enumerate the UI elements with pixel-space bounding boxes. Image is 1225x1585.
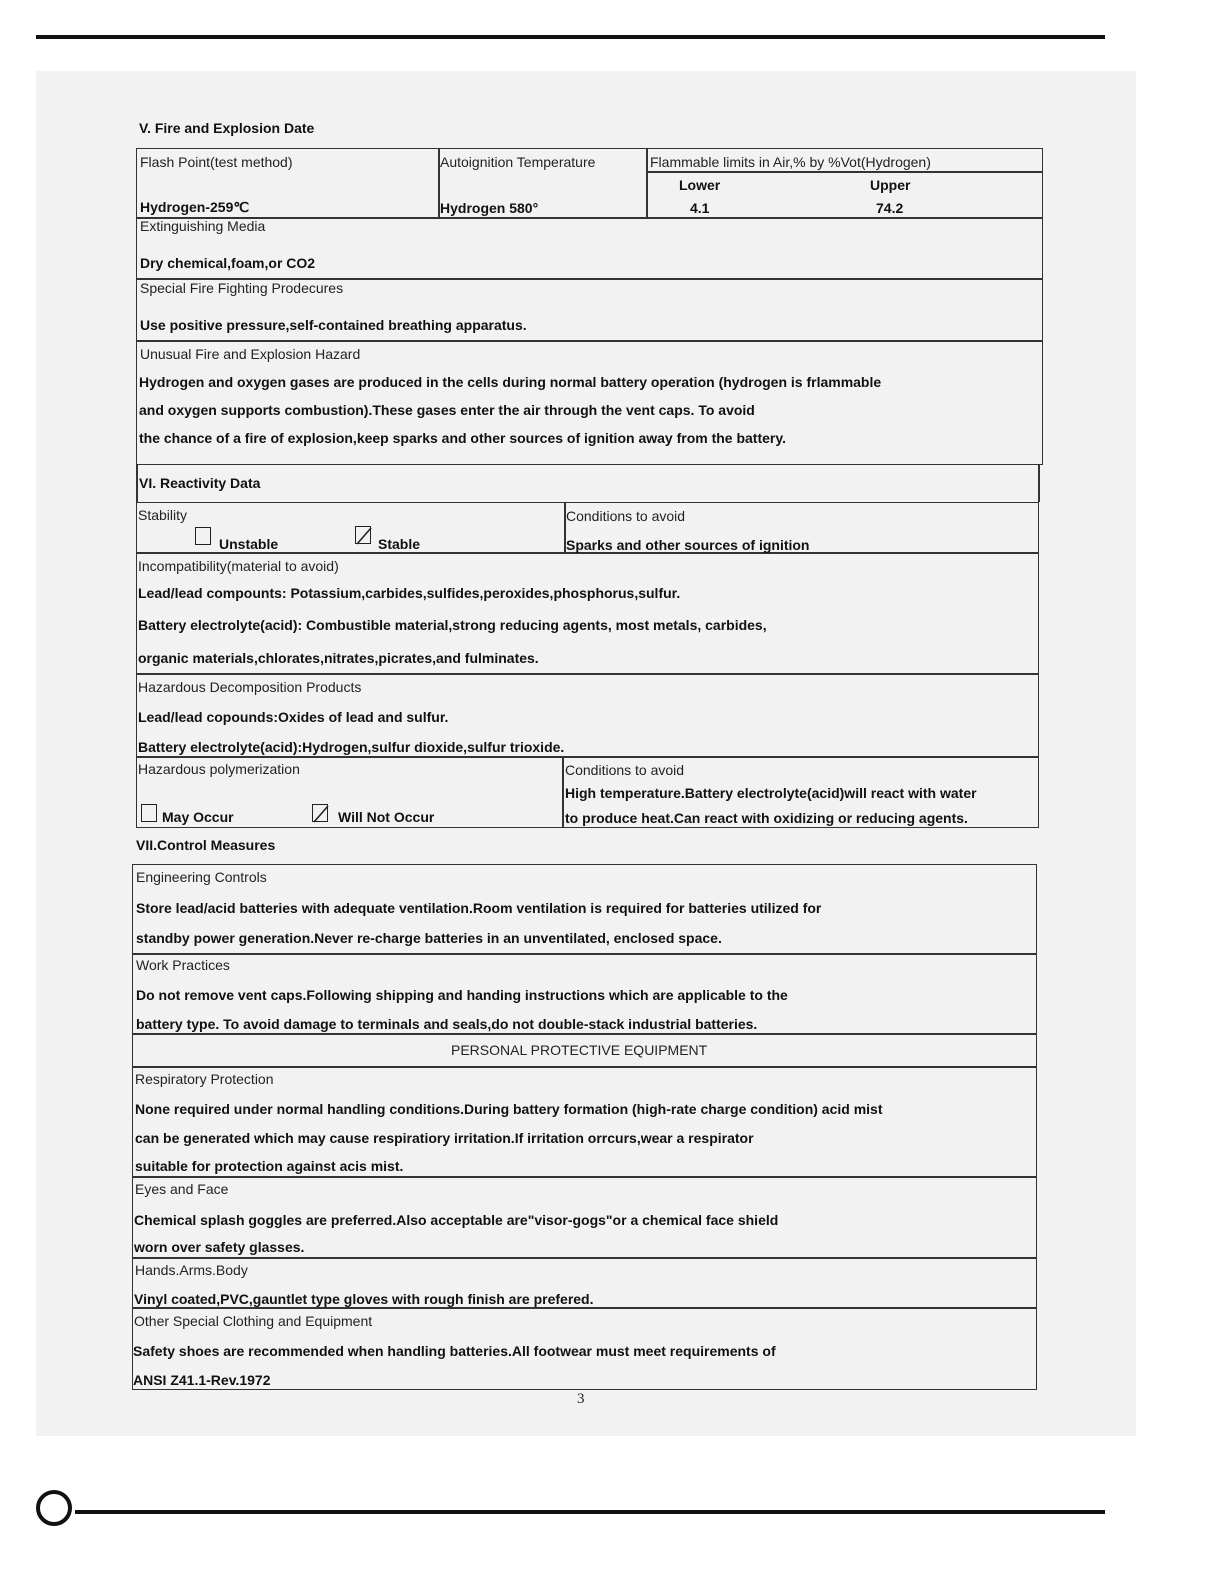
section-5-title: V. Fire and Explosion Date [139, 120, 315, 136]
divider [132, 1257, 1037, 1259]
section-6-title: VI. Reactivity Data [139, 475, 261, 491]
divider [562, 756, 564, 828]
divider [1038, 465, 1040, 502]
engineering-controls-label: Engineering Controls [136, 869, 267, 885]
eyes-face-label: Eyes and Face [135, 1181, 229, 1197]
divider [132, 1066, 1037, 1068]
respiratory-protection-line: None required under normal handling conditions.During battery formation (high-rate charge condition) acid mist [135, 1101, 883, 1117]
poly-conditions-label: Conditions to avoid [565, 762, 685, 778]
engineering-controls-line: Store lead/acid batteries with adequate ventilation.Room ventilation is required for batteries utilized for [136, 900, 822, 916]
section-7-title: VII.Control Measures [136, 837, 276, 853]
unusual-hazard-label: Unusual Fire and Explosion Hazard [140, 346, 361, 362]
decomposition-line: Lead/lead copounds:Oxides of lead and sulfur. [138, 709, 449, 725]
lower-value: 4.1 [690, 200, 710, 216]
scanned-page [36, 71, 1136, 1436]
incompatibility-line: organic materials,chlorates,nitrates,picrates,and fulminates. [138, 650, 539, 666]
unusual-hazard-line: and oxygen supports combustion).These gases enter the air through the vent caps. To avoid [139, 402, 755, 418]
work-practices-line: battery type. To avoid damage to terminals and seals,do not double-stack industrial batteries. [136, 1016, 758, 1032]
extinguishing-label: Extinguishing Media [140, 218, 266, 234]
may-occur-checkbox[interactable] [141, 804, 157, 822]
conditions-to-avoid-label: Conditions to avoid [566, 508, 686, 524]
poly-conditions-line: to produce heat.Can react with oxidizing or reducing agents. [565, 810, 968, 826]
check-mark-icon [356, 527, 372, 545]
divider [646, 171, 1043, 173]
autoignition-value: Hydrogen 580° [440, 200, 539, 216]
incompatibility-line: Battery electrolyte(acid): Combustible material,strong reducing agents, most metals, carbides, [138, 617, 767, 633]
flammable-limits-label: Flammable limits in Air,% by %Vot(Hydrogen) [650, 154, 931, 170]
unstable-checkbox[interactable] [195, 527, 211, 545]
work-practices-line: Do not remove vent caps.Following shipping and handing instructions which are applicable to the [136, 987, 788, 1003]
lower-label: Lower [679, 177, 721, 193]
divider [132, 1176, 1037, 1178]
other-clothing-line: ANSI Z41.1-Rev.1972 [133, 1372, 271, 1388]
divider [646, 148, 648, 217]
ppe-header: PERSONAL PROTECTIVE EQUIPMENT [451, 1042, 708, 1058]
will-not-occur-label: Will Not Occur [338, 809, 435, 825]
unstable-label: Unstable [219, 536, 279, 552]
poly-conditions-line: High temperature.Battery electrolyte(acid)will react with water [565, 785, 977, 801]
divider [136, 465, 138, 502]
work-practices-label: Work Practices [136, 957, 230, 973]
polymerization-label: Hazardous polymerization [138, 761, 300, 777]
circle-marker-icon [36, 1490, 72, 1526]
flash-point-value: Hydrogen-259℃ [140, 199, 250, 215]
stable-checkbox[interactable] [355, 526, 371, 544]
divider [136, 340, 1043, 342]
divider [132, 1307, 1037, 1309]
extinguishing-value: Dry chemical,foam,or CO2 [140, 255, 316, 271]
unusual-hazard-line: Hydrogen and oxygen gases are produced in the cells during normal battery operation (hydrogen is frlammable [139, 374, 882, 390]
decomposition-line: Battery electrolyte(acid):Hydrogen,sulfur dioxide,sulfur trioxide. [138, 739, 565, 755]
divider [132, 1033, 1037, 1035]
decomposition-label: Hazardous Decomposition Products [138, 679, 362, 695]
divider [136, 217, 1043, 219]
autoignition-label: Autoignition Temperature [440, 154, 596, 170]
conditions-to-avoid-value: Sparks and other sources of ignition [566, 537, 810, 553]
eyes-face-line: worn over safety glasses. [134, 1239, 305, 1255]
stable-label: Stable [378, 536, 421, 552]
divider [136, 756, 1039, 758]
respiratory-protection-line: can be generated which may cause respiratiory irritation.If irritation orrcurs,wear a respirator [135, 1130, 754, 1146]
check-mark-icon [313, 805, 329, 823]
divider [136, 673, 1039, 675]
unusual-hazard-line: the chance of a fire of explosion,keep sparks and other sources of ignition away from the battery. [139, 430, 787, 446]
flash-point-label: Flash Point(test method) [140, 154, 293, 170]
respiratory-protection-line: suitable for protection against acis mist. [135, 1158, 404, 1174]
will-not-occur-checkbox[interactable] [312, 804, 328, 822]
hands-arms-body-label: Hands.Arms.Body [135, 1262, 248, 1278]
respiratory-protection-label: Respiratory Protection [135, 1071, 274, 1087]
may-occur-label: May Occur [162, 809, 234, 825]
engineering-controls-line: standby power generation.Never re-charge batteries in an unventilated, enclosed space. [136, 930, 722, 946]
special-procedures-label: Special Fire Fighting Prodecures [140, 280, 344, 296]
upper-value: 74.2 [876, 200, 904, 216]
other-clothing-label: Other Special Clothing and Equipment [134, 1313, 373, 1329]
hands-arms-body-value: Vinyl coated,PVC,gauntlet type gloves with rough finish are prefered. [134, 1291, 594, 1307]
divider [132, 953, 1037, 955]
other-clothing-line: Safety shoes are recommended when handling batteries.All footwear must meet requirements of [133, 1343, 776, 1359]
bottom-rule [75, 1510, 1105, 1514]
incompatibility-label: Incompatibility(material to avoid) [138, 558, 339, 574]
eyes-face-line: Chemical splash goggles are preferred.Also acceptable are"visor-gogs"or a chemical face shield [134, 1212, 779, 1228]
special-procedures-value: Use positive pressure,self-contained breathing apparatus. [140, 317, 527, 333]
page-number: 3 [577, 1391, 585, 1407]
incompatibility-line: Lead/lead compounts: Potassium,carbides,sulfides,peroxides,phosphorus,sulfur. [138, 585, 681, 601]
upper-label: Upper [870, 177, 911, 193]
top-rule [36, 35, 1105, 39]
stability-label: Stability [138, 507, 188, 523]
